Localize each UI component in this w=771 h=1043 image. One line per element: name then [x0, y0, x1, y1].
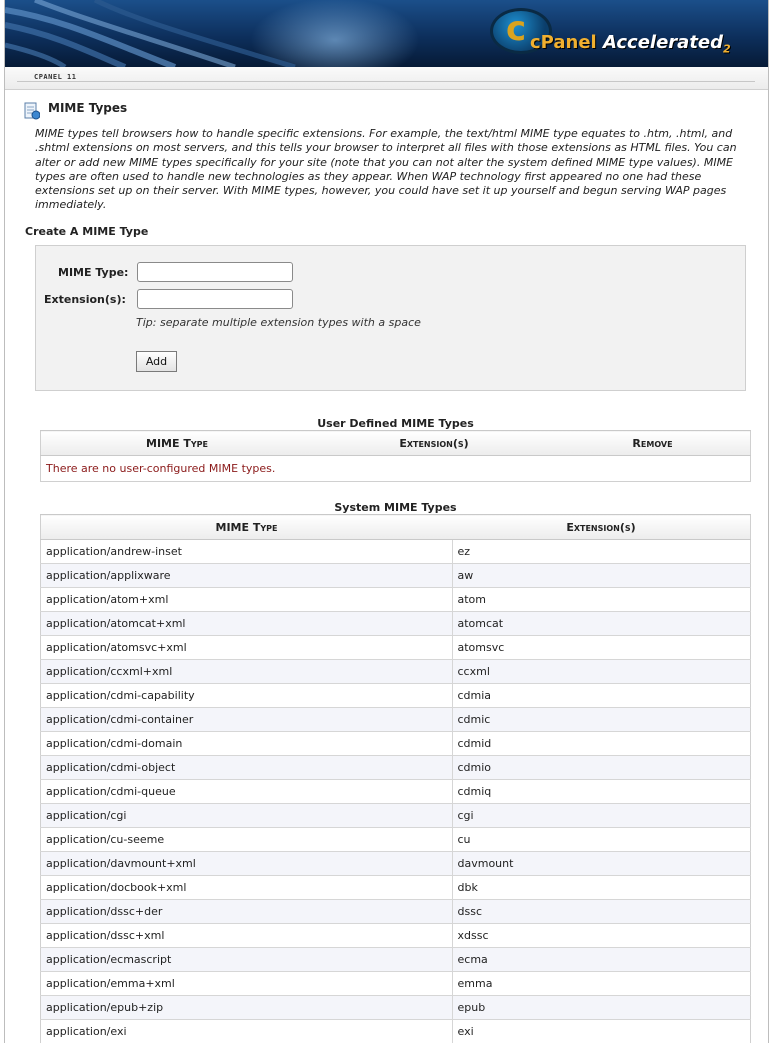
- table-row: [41, 612, 751, 636]
- table-row: [41, 876, 751, 900]
- extension-cell: atomsvc: [452, 636, 751, 660]
- column-header-extensions[interactable]: Extension(s): [452, 515, 751, 540]
- header-banner: [5, 0, 768, 67]
- mime-type-cell: application/cdmi-container: [41, 708, 453, 732]
- network-cables-graphic: [5, 0, 305, 67]
- page-description: MIME types tell browsers how to handle specific extensions. For example, the text/html MIME type equates to .htm, .html, and .shtml extensions on most servers, and this tells your browser to interpret all files with those extensions as HTML files. You can alter or add new MIME types specifically for your site (note that you can not alter the system defined MIME type values). MIME types are often used to handle new technologies as they appear. When WAP technology first appeared no one had these extensions set up on their server. With MIME types, however, you could have set it up yourself and begun serving WAP pages immediately.: [35, 127, 737, 212]
- extension-cell: cgi: [452, 804, 751, 828]
- table-row: [41, 564, 751, 588]
- mime-type-cell: application/ecmascript: [41, 948, 453, 972]
- add-button[interactable]: Add: [136, 351, 177, 372]
- create-mime-heading: Create A MIME Type: [25, 225, 149, 238]
- user-defined-caption: User Defined MIME Types: [317, 417, 474, 430]
- table-row: [41, 756, 751, 780]
- extension-cell: cdmic: [452, 708, 751, 732]
- extension-cell: dssc: [452, 900, 751, 924]
- extension-label: Extension(s):: [44, 293, 126, 306]
- mime-type-cell: application/atomcat+xml: [41, 612, 453, 636]
- extension-cell: cdmia: [452, 684, 751, 708]
- mime-type-cell: application/cdmi-queue: [41, 780, 453, 804]
- mime-type-cell: application/cgi: [41, 804, 453, 828]
- table-row: [41, 852, 751, 876]
- system-caption: System MIME Types: [334, 501, 457, 514]
- mime-type-cell: application/cu-seeme: [41, 828, 453, 852]
- mime-type-cell: application/epub+zip: [41, 996, 453, 1020]
- mime-type-cell: application/exi: [41, 1020, 453, 1043]
- table-row: [41, 828, 751, 852]
- extension-cell: ccxml: [452, 660, 751, 684]
- table-row: [41, 540, 751, 564]
- breadcrumb-divider: [17, 81, 755, 82]
- extension-cell: ecma: [452, 948, 751, 972]
- extension-tip: Tip: separate multiple extension types with a space: [136, 316, 421, 329]
- extension-cell: davmount: [452, 852, 751, 876]
- empty-message: There are no user-configured MIME types.: [41, 456, 751, 482]
- table-row: [41, 996, 751, 1020]
- mime-type-cell: application/cdmi-object: [41, 756, 453, 780]
- create-mime-form: [35, 245, 746, 391]
- mime-type-cell: application/applixware: [41, 564, 453, 588]
- table-row: [41, 588, 751, 612]
- table-row: [41, 732, 751, 756]
- cpanel-logo-text: cPanel Accelerated$_2$: [530, 32, 731, 56]
- mime-type-cell: application/docbook+xml: [41, 876, 453, 900]
- page-frame: [4, 0, 769, 1043]
- mime-types-icon: [24, 102, 40, 120]
- extension-cell: ez: [452, 540, 751, 564]
- table-row: [41, 636, 751, 660]
- page-title: MIME Types: [48, 101, 128, 115]
- column-header-mime-type[interactable]: MIME Type: [41, 515, 453, 540]
- cpanel-logo[interactable]: [490, 6, 750, 62]
- column-header-extensions[interactable]: Extension(s): [313, 431, 555, 456]
- mime-type-cell: application/emma+xml: [41, 972, 453, 996]
- table-row: [41, 804, 751, 828]
- column-header-remove: Remove: [555, 431, 751, 456]
- mime-type-cell: application/davmount+xml: [41, 852, 453, 876]
- mime-type-cell: application/atom+xml: [41, 588, 453, 612]
- mime-type-cell: application/dssc+der: [41, 900, 453, 924]
- table-row: [41, 924, 751, 948]
- system-mime-table: [40, 514, 751, 1043]
- extension-cell: epub: [452, 996, 751, 1020]
- mime-type-cell: application/andrew-inset: [41, 540, 453, 564]
- extension-cell: cdmiq: [452, 780, 751, 804]
- mime-type-cell: application/ccxml+xml: [41, 660, 453, 684]
- table-row: [41, 708, 751, 732]
- mime-type-cell: application/dssc+xml: [41, 924, 453, 948]
- extension-cell: cdmio: [452, 756, 751, 780]
- extension-cell: exi: [452, 1020, 751, 1043]
- table-row: [41, 900, 751, 924]
- mime-type-cell: application/atomsvc+xml: [41, 636, 453, 660]
- table-row: [41, 1020, 751, 1043]
- extension-input[interactable]: [137, 289, 293, 309]
- cpanel-logo-mark: c: [490, 8, 552, 54]
- extension-cell: dbk: [452, 876, 751, 900]
- extension-cell: xdssc: [452, 924, 751, 948]
- extension-cell: atomcat: [452, 612, 751, 636]
- breadcrumb-bar: [5, 67, 768, 90]
- extension-cell: cu: [452, 828, 751, 852]
- mime-type-label: MIME Type:: [58, 266, 129, 279]
- table-row: [41, 972, 751, 996]
- table-row: [41, 948, 751, 972]
- breadcrumb-home-link[interactable]: CPANEL 11: [31, 73, 79, 81]
- table-row: [41, 660, 751, 684]
- extension-cell: atom: [452, 588, 751, 612]
- user-defined-table: [40, 430, 751, 482]
- mime-type-input[interactable]: [137, 262, 293, 282]
- mime-type-cell: application/cdmi-capability: [41, 684, 453, 708]
- extension-cell: aw: [452, 564, 751, 588]
- column-header-mime-type[interactable]: MIME Type: [41, 431, 314, 456]
- table-row: [41, 780, 751, 804]
- table-row: [41, 684, 751, 708]
- mime-type-cell: application/cdmi-domain: [41, 732, 453, 756]
- extension-cell: emma: [452, 972, 751, 996]
- extension-cell: cdmid: [452, 732, 751, 756]
- table-row: [41, 456, 751, 482]
